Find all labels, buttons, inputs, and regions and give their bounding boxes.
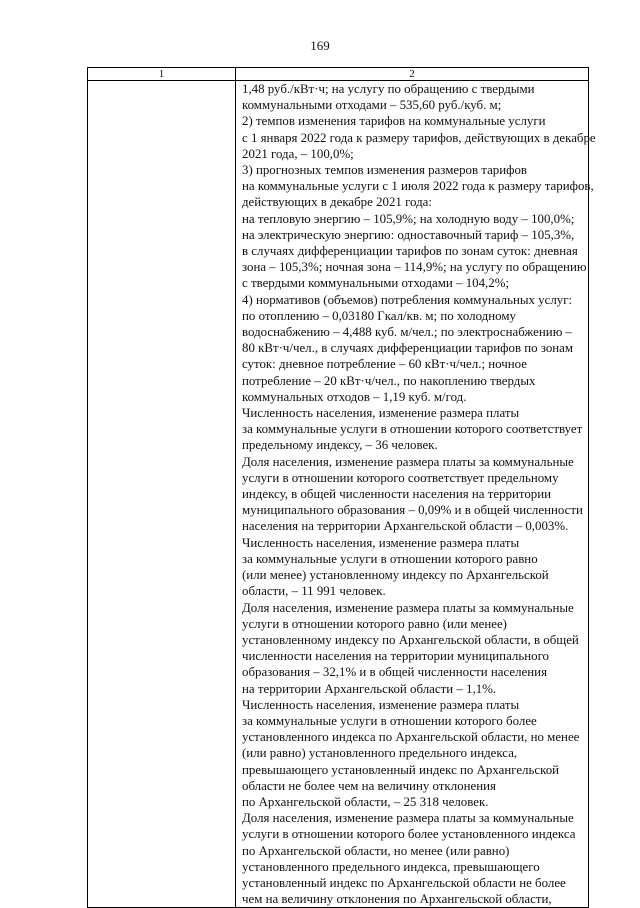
text-line: Доля населения, изменение размера платы за коммунальные: [242, 454, 574, 469]
column-2-cell: [236, 81, 596, 908]
text-line: по отоплению – 0,03180 Гкал/кв. м; по холодному: [242, 308, 516, 323]
text-line: потребление – 20 кВт·ч/чел., по накоплению твердых: [242, 373, 536, 388]
text-line: установленный индекс по Архангельской области не более: [242, 875, 566, 890]
text-line: действующих в декабре 2021 года:: [242, 195, 432, 210]
text-line: индексу, в общей численности населения на территории: [242, 487, 552, 502]
text-line: 1,48 руб./кВт·ч; на услугу по обращению с твердыми: [242, 82, 535, 96]
text-line: 3) прогнозных темпов изменения размеров тарифов: [242, 163, 528, 178]
text-line: на коммунальные услуги с 1 июля 2022 года к размеру тарифов,: [242, 179, 594, 194]
text-line: 80 кВт·ч/чел., в случаях дифференциации тарифов по зонам: [242, 341, 574, 356]
text-line: по Архангельской области, но менее (или равно): [242, 843, 510, 858]
text-line: за коммунальные услуги в отношении которого более: [242, 713, 537, 728]
column-1-cell: [88, 81, 236, 908]
text-line: зона – 105,3%; ночная зона – 114,9%; на услугу по обращению: [242, 260, 587, 275]
text-line: на электрическую энергию: одноставочный тариф – 105,3%,: [242, 227, 575, 242]
table-body-row: [88, 81, 589, 908]
text-line: Доля населения, изменение размера платы за коммунальные: [242, 600, 574, 615]
text-line: водоснабжению – 4,488 куб. м/чел.; по электроснабжению –: [242, 325, 572, 340]
text-line: коммунальными отходами – 535,60 руб./куб. м;: [242, 98, 502, 113]
text-line: Численность населения, изменение размера платы: [242, 535, 520, 550]
text-line: (или равно) установленного предельного индекса,: [242, 746, 518, 761]
text-line: по Архангельской области, – 25 318 человек.: [242, 794, 489, 809]
text-line: установленного предельного индекса, превышающего: [242, 859, 540, 874]
text-line: суток: дневное потребление – 60 кВт·ч/чел.; ночное: [242, 357, 527, 372]
text-line: 2021 года, – 100,0%;: [242, 146, 354, 161]
text-line: установленному индексу по Архангельской области, в общей: [242, 632, 579, 647]
text-line: предельному индексу, – 36 человек.: [242, 438, 438, 453]
column-2-header: 2: [236, 68, 589, 81]
text-line: Численность населения, изменение размера платы: [242, 697, 520, 712]
text-line: установленного индекса по Архангельской области, но менее: [242, 730, 580, 745]
text-line: в случаях дифференциации тарифов по зонам суток: дневная: [242, 244, 578, 259]
text-line: с твердыми коммунальными отходами – 104,2%;: [242, 276, 510, 291]
text-line: образования – 32,1% и в общей численности населения: [242, 665, 548, 680]
page-number: 169: [310, 38, 330, 53]
text-line: услуги в отношении которого равно (или менее): [242, 616, 507, 631]
content-table: [87, 67, 596, 908]
text-line: за коммунальные услуги в отношении которого равно: [242, 551, 538, 566]
text-line: области, – 11 991 человек.: [242, 584, 386, 599]
text-line: населения на территории Архангельской области – 0,003%.: [242, 519, 569, 534]
text-line: превышающего установленный индекс по Архангельской: [242, 762, 560, 777]
text-line: области не более чем на величину отклонения: [242, 778, 496, 793]
text-line: за коммунальные услуги в отношении которого соответствует: [242, 422, 583, 437]
text-line: 4) нормативов (объемов) потребления коммунальных услуг:: [242, 292, 573, 307]
text-line: муниципального образования – 0,09% и в общей численности: [242, 503, 583, 518]
text-line: численности населения на территории муниципального: [242, 649, 549, 664]
text-line: на тепловую энергию – 105,9%; на холодную воду – 100,0%;: [242, 211, 575, 226]
text-line: чем на величину отклонения по Архангельской области,: [242, 892, 552, 907]
column-2-text: [236, 81, 596, 907]
text-line: коммунальных отходов – 1,19 куб. м/год.: [242, 389, 467, 404]
text-line: услуги в отношении которого более установленного индекса: [242, 827, 576, 842]
text-line: услуги в отношении которого соответствует предельному: [242, 470, 559, 485]
table-header-row: [88, 68, 589, 81]
text-line: на территории Архангельской области – 1,1%.: [242, 681, 497, 696]
column-1-header: 1: [88, 68, 236, 81]
text-line: с 1 января 2022 года к размеру тарифов, действующих в декабре: [242, 130, 596, 145]
text-line: 2) темпов изменения тарифов на коммунальные услуги: [242, 114, 546, 129]
text-line: (или менее) установленному индексу по Архангельской: [242, 568, 549, 583]
text-line: Доля населения, изменение размера платы за коммунальные: [242, 811, 574, 826]
text-line: Численность населения, изменение размера платы: [242, 406, 520, 421]
